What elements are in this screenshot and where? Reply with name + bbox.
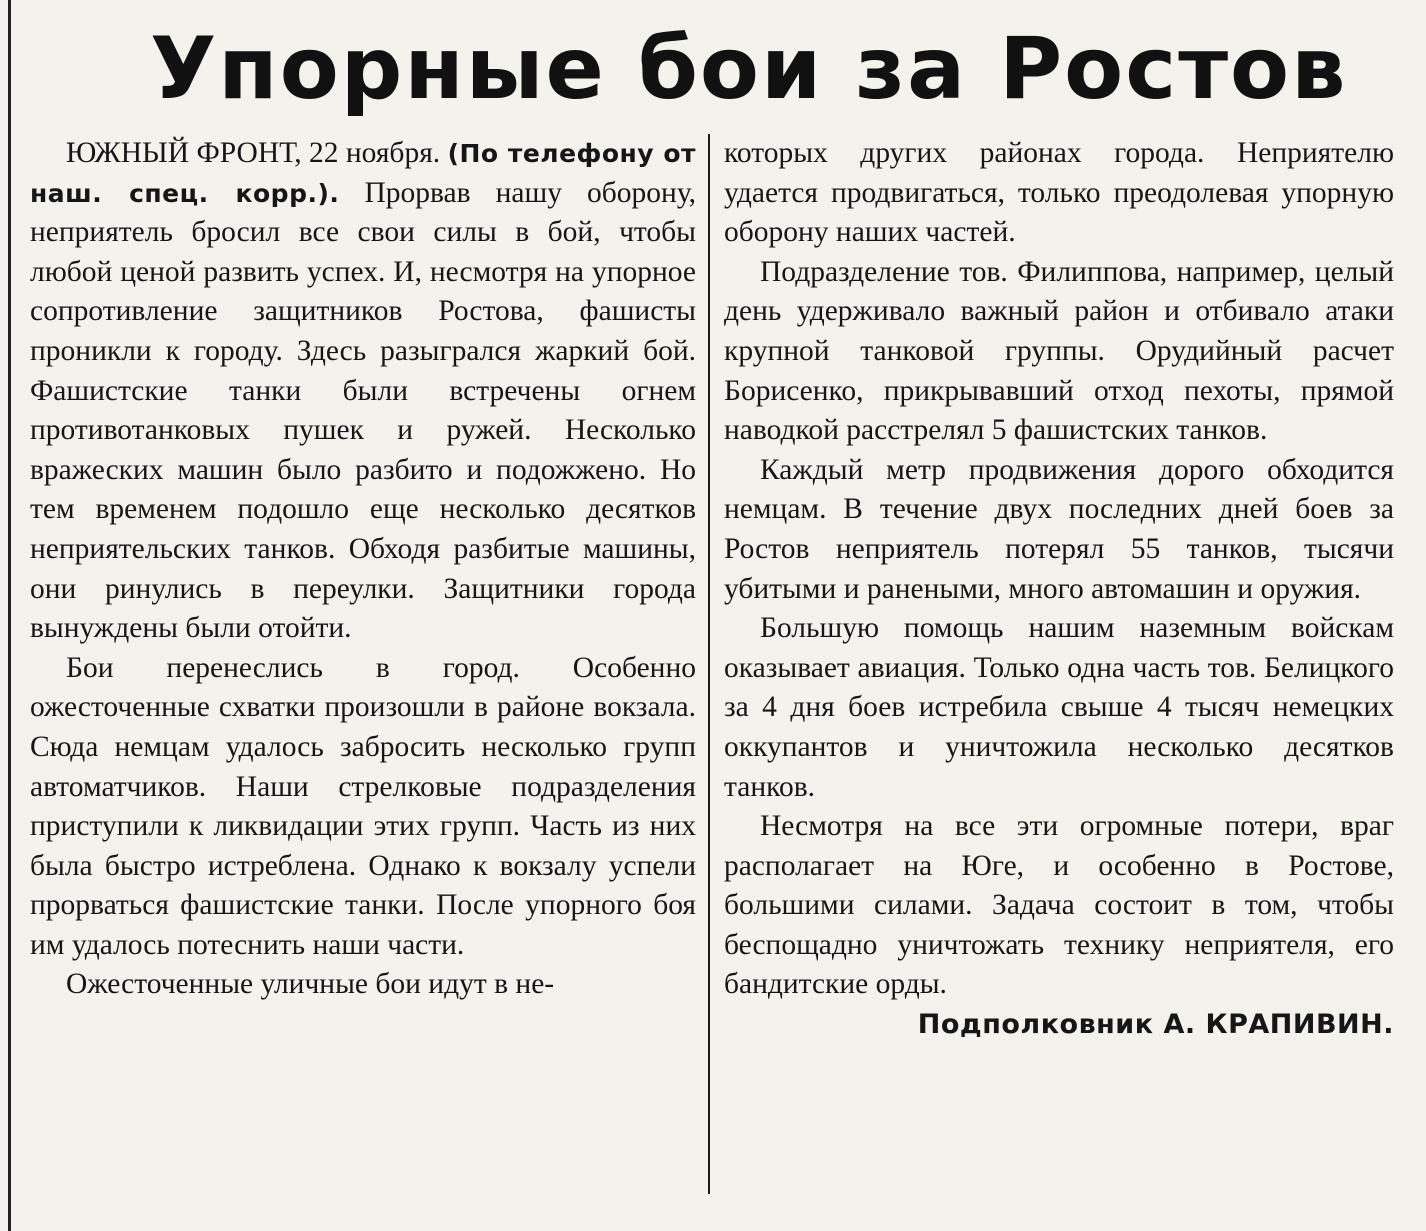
paragraph: Подразделение тов. Филиппова, например, целый день удерживало важный район и отбивало атаки крупной танковой группы. Орудийный расчет Борисенко, прикрывавший отход пехоты, прямой наводкой расстрелял 5 фашистских танков. (724, 255, 1394, 447)
paragraph: Каждый метр продвижения дорого обходится немцам. В течение двух последних дней боев за Ростов неприятель потерял 55 танков, тысячи убитыми и ранеными, много автомашин и оружия. (724, 453, 1394, 605)
page-edge-line (8, 0, 11, 1231)
article-column-left (30, 134, 696, 1005)
paragraph-text: Прорвав нашу оборону, неприятель бросил все свои силы в бой, чтобы любой ценой развить успех. И, несмотря на упорное сопротивление защитников Ростова, фашисты проникли к городу. Здесь разыгрался жаркий бой. Фашистские танки были встречены огнем противотанковых пушек и ружей. Несколько вражеских машин было разбито и подожжено. Но тем временем подошло еще несколько десятков неприятельских танков. Обходя разбитые машины, они ринулись в переулки. Защитники города вынуждены были отойти. (30, 176, 696, 645)
column-divider (708, 134, 710, 1194)
correspondent-note: (По телефону от наш. спец. корр.). (30, 139, 696, 208)
paragraph-continued: которых других районах города. Неприятелю удается продвигаться, только преодолевая упорную оборону наших частей. (724, 137, 1394, 249)
author-signature: Подполковник А. КРАПИВИН. (917, 1009, 1394, 1041)
paragraph: Большую помощь нашим наземным войскам оказывает авиация. Только одна часть тов. Белицкого за 4 дня боев истребила свыше 4 тысяч немецких оккупантов и уничтожила несколько десятков танков. (724, 612, 1394, 803)
paragraph: Бои перенеслись в город. Особенно ожесточенные схватки произошли в районе вокзала. Сюда немцам удалось забросить несколько групп автоматчиков. Наши стрелковые подразделения приступили к ликвидации этих групп. Часть из них была быстро истреблена. Однако к вокзалу успели прорваться фашистские танки. После упорного боя им удалось потеснить наши части. (30, 651, 696, 961)
article-headline: Упорные бои за Ростов (150, 19, 1348, 119)
paragraph: Несмотря на все эти огромные потери, враг располагает на Юге, и особенно в Ростове, большими силами. Задача состоит в том, чтобы беспощадно уничтожать технику неприятеля, его бандитские орды. (724, 810, 1394, 1001)
dateline: ЮЖНЫЙ ФРОНТ, 22 ноября. (66, 137, 441, 169)
paragraph: Ожесточенные уличные бои идут в не- (66, 968, 555, 1001)
article-column-right (724, 134, 1394, 1045)
paragraph-dateline (30, 134, 696, 649)
